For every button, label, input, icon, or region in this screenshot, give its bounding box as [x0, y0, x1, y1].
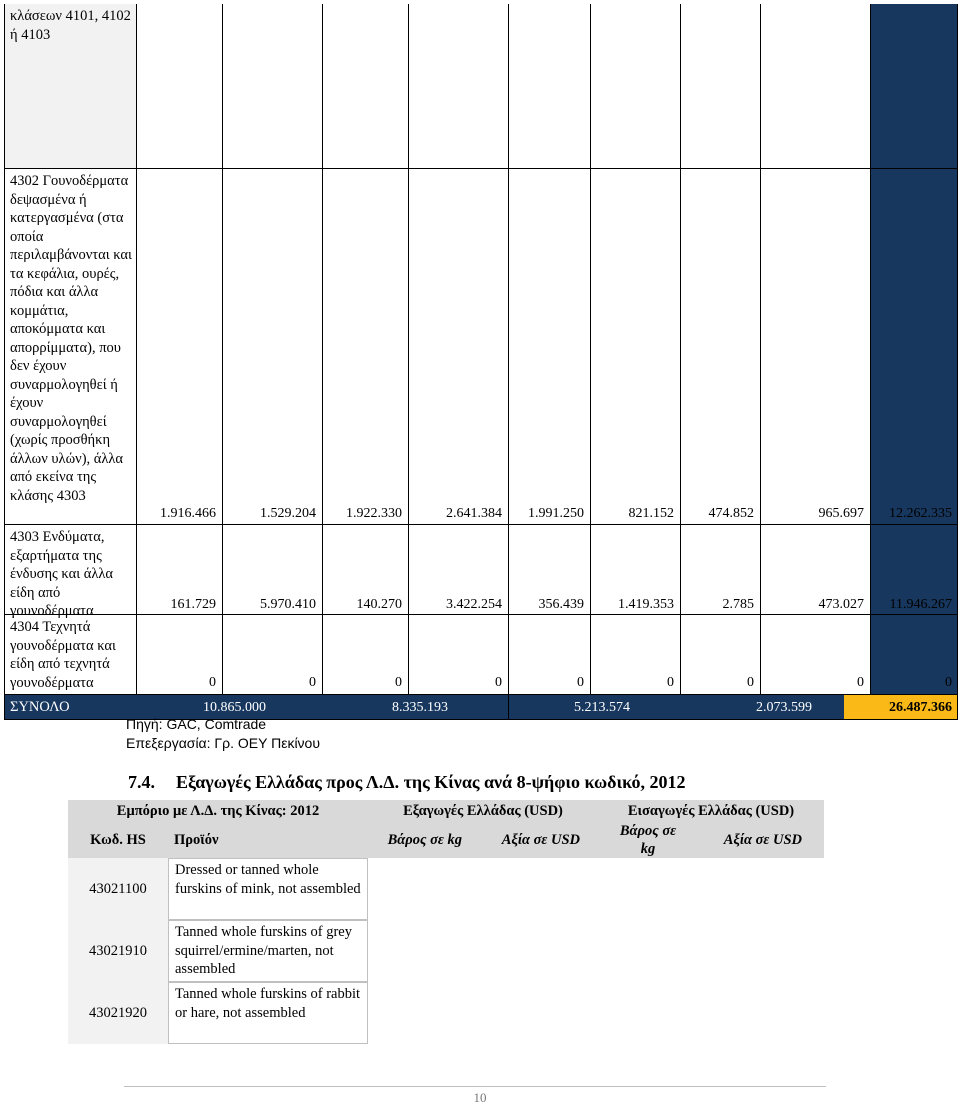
- value-cell: 356.439: [538, 597, 584, 612]
- product-cell: Tanned whole furskins of rabbit or hare, not assembled: [168, 982, 368, 1044]
- value-cell: 11.946.267: [889, 597, 952, 612]
- footer-divider: [124, 1086, 826, 1087]
- row-label-4304: 4304 Τεχνητά γουνοδέρματα και είδη από τεχνητά γουνοδέρματα: [10, 619, 116, 691]
- header-import-weight-line2: kg: [640, 841, 656, 857]
- value-cell: 1.991.250: [528, 506, 584, 521]
- total-value: 5.213.574: [574, 700, 630, 715]
- value-cell: 3.422.254: [446, 597, 502, 612]
- row-label-continuation: κλάσεων 4101, 4102 ή 4103: [10, 8, 131, 43]
- header-trade-partner: Εμπόριο με Λ.Δ. της Κίνας: 2012: [68, 800, 368, 822]
- header-export-value: Αξία σε USD: [486, 822, 598, 858]
- value-cell: 821.152: [628, 506, 674, 521]
- grid-hline: [4, 168, 958, 169]
- product-cell: Tanned whole furskins of grey squirrel/ermine/marten, not assembled: [168, 920, 368, 982]
- header-exports-group: Εξαγωγές Ελλάδας (USD): [368, 800, 598, 822]
- value-cell: 474.852: [708, 506, 754, 521]
- value-cell: 0: [309, 675, 316, 690]
- value-cell: 0: [667, 675, 674, 690]
- value-cell: 0: [857, 675, 864, 690]
- header-export-weight: Βάρος σε kg: [368, 822, 486, 858]
- header-import-weight-line1: Βάρος σε: [619, 823, 677, 839]
- total-value: 10.865.000: [203, 700, 266, 715]
- processing-line: Επεξεργασία: Γρ. ΟΕΥ Πεκίνου: [126, 735, 320, 751]
- grid-vline: [870, 4, 871, 694]
- header-import-value: Αξία σε USD: [698, 822, 824, 858]
- value-cell: 161.729: [170, 597, 216, 612]
- product-cell: Dressed or tanned whole furskins of mink, not assembled: [168, 858, 368, 920]
- row-label-4302: 4302 Γουνοδέρματα δεψασμένα ή κατεργασμένα (στα οποία περιλαμβάνονται και τα κεφάλια, ουρές, πόδια και άλλα κομμάτια, αποκόμματα και απορρίμματα), που δεν έχουν συναρμολογηθεί ή έχουν συναρμολογηθεί (χωρίς προσθήκη άλλων υλών), άλλα από εκείνα της κλάσης 4303: [10, 173, 132, 504]
- value-cell: 1.922.330: [346, 506, 402, 521]
- hs-code-cell: 43021910: [68, 920, 168, 982]
- header-product: Προϊόν: [168, 822, 368, 858]
- grid-hline: [4, 694, 958, 695]
- total-value: 8.335.193: [392, 700, 448, 715]
- value-cell: 1.916.466: [160, 506, 216, 521]
- value-cell: 965.697: [818, 506, 864, 521]
- hs-code-cell: 43021100: [68, 858, 168, 920]
- value-cell: 1.529.204: [260, 506, 316, 521]
- grid-hline: [4, 524, 958, 525]
- value-cell: 0: [209, 675, 216, 690]
- header-import-weight: [598, 822, 698, 858]
- row-label-4303: 4303 Ενδύματα, εξαρτήματα της ένδυσης και άλλα είδη από γουνοδέρματα: [10, 529, 113, 619]
- page-number: 10: [473, 1090, 487, 1105]
- total-value: 2.073.599: [756, 700, 812, 715]
- header-code: Κωδ. HS: [68, 822, 168, 858]
- grid-vline: [222, 4, 223, 694]
- grand-total-value: 26.487.366: [889, 700, 952, 715]
- value-cell: 1.419.353: [618, 597, 674, 612]
- grid-vline: [408, 4, 409, 694]
- value-cell: 140.270: [356, 597, 402, 612]
- grid-vline: [4, 4, 5, 720]
- value-cell: 0: [577, 675, 584, 690]
- grid-vline: [680, 4, 681, 694]
- value-cell: 473.027: [818, 597, 864, 612]
- value-cell: 0: [945, 675, 952, 690]
- grid-vline: [136, 4, 137, 694]
- grid-vline: [760, 4, 761, 694]
- section-number: 7.4.: [128, 772, 155, 792]
- fur-trade-table: [4, 4, 958, 720]
- grid-hline: [4, 614, 958, 615]
- section-title: Εξαγωγές Ελλάδας προς Λ.Δ. της Κίνας ανά 8-ψήφιο κωδικό, 2012: [176, 772, 686, 792]
- grid-vline: [508, 4, 509, 720]
- value-cell: 0: [395, 675, 402, 690]
- value-cell: 12.262.335: [889, 506, 952, 521]
- value-cell: 0: [747, 675, 754, 690]
- value-cell: 2.785: [722, 597, 754, 612]
- value-cell: 5.970.410: [260, 597, 316, 612]
- grid-vline: [590, 4, 591, 694]
- value-cell: 2.641.384: [446, 506, 502, 521]
- value-cell: 0: [495, 675, 502, 690]
- hs-code-cell: 43021920: [68, 982, 168, 1044]
- grid-vline: [322, 4, 323, 694]
- source-line: Πηγή: GAC, Comtrade: [126, 716, 267, 732]
- total-row-label: ΣΥΝΟΛΟ: [10, 699, 70, 715]
- total-column-shade: [870, 4, 958, 694]
- grid-vline: [957, 4, 958, 720]
- header-imports-group: Εισαγωγές Ελλάδας (USD): [598, 800, 824, 822]
